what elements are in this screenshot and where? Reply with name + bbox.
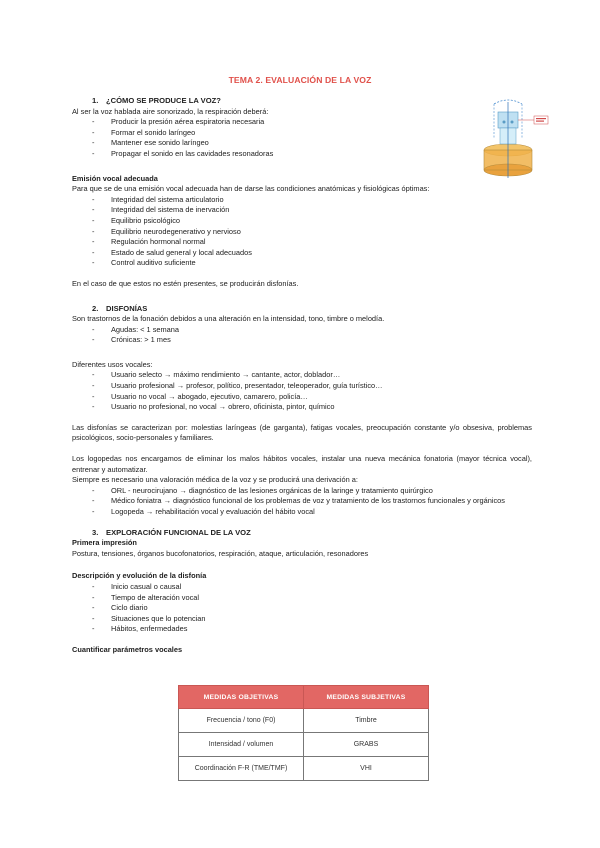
section-1-closing: En el caso de que estos no estén presentes, se producirán disfonías. [72,278,299,288]
table-header-objective: MEDIDAS OBJETIVAS [179,686,304,709]
document-body [72,96,532,656]
list-item: - Hábitos, enfermedades [92,624,532,635]
list-item: - Equilibrio psicológico [92,216,532,227]
list-item: - ORL - neurocirujano → diagnóstico de las lesiones orgánicas de la laringe y tratamiento quirúrgico [92,486,532,497]
table-row [179,757,429,781]
logopedas-paragraph: Los logopedas nos encargamos de eliminar los malos hábitos vocales, instalar una nueva mecánica fonatoria (mayor técnica vocal), entrenar y automatizar. [72,454,532,474]
section-2-heading [72,304,532,315]
list-item: - Crónicas: > 1 mes [92,335,532,346]
list-item: - Usuario selecto → máximo rendimiento → cantante, actor, doblador… [92,370,532,381]
cuantificar-title: Cuantificar parámetros vocales [72,644,183,654]
section-3-heading [72,528,532,539]
section-1-number: 1. [92,96,99,105]
page-title: TEMA 2. EVALUACIÓN DE LA VOZ [228,75,372,85]
list-item: - Mantener ese sonido laríngeo [92,138,532,149]
list-item: - Propagar el sonido en las cavidades resonadoras [92,149,532,160]
primera-impresion-text: Postura, tensiones, órganos bucofonatorios, respiración, ataque, articulación, resonadores [72,548,369,558]
list-item: - Control auditivo suficiente [92,258,532,269]
table-cell: Coordinación F-R (TME/TMF) [179,757,304,781]
table-cell: Timbre [304,709,429,733]
list-item: - Situaciones que lo potencian [92,614,532,625]
disfonias-caracteristicas: Las disfonías se caracterizan por: molestias laríngeas (de garganta), fatigas vocales, preocupación constante y/o obsesiva, problemas psicológicos, socio-personales y familiares. [72,422,532,443]
descripcion-list [72,582,532,635]
emision-intro: Para que se de una emisión vocal adecuada han de darse las condiciones anatómicas y fisiológicas óptimas: [72,184,430,194]
list-item: - Integridad del sistema de inervación [92,205,532,216]
table-cell: Intensidad / volumen [179,733,304,757]
section-1-heading [72,96,532,107]
list-item: - Médico foniatra → diagnóstico funcional de los problemas de voz y tratamiento de los trastornos funcionales y orgánicos [92,496,532,507]
section-2-title: DISFONÍAS [106,303,148,313]
section-1-intro: Al ser la voz hablada aire sonorizado, la respiración deberá: [72,106,269,116]
section-1-title: ¿CÓMO SE PRODUCE LA VOZ? [106,96,221,105]
emision-list [72,195,532,269]
respiration-list [72,117,532,159]
list-item: - Agudas: < 1 semana [92,325,532,336]
table-cell: Frecuencia / tono (F0) [179,709,304,733]
usos-list [72,370,532,412]
usos-intro: Diferentes usos vocales: [72,359,153,369]
list-item: - Estado de salud general y local adecuados [92,248,532,259]
list-item: - Integridad del sistema articulatorio [92,195,532,206]
valoracion-paragraph: Siempre es necesario una valoración médica de la voz y se producirá una derivación a: [72,475,358,485]
list-item: - Formar el sonido laríngeo [92,128,532,139]
list-item: - Logopeda → rehabilitación vocal y evaluación del hábito vocal [92,507,532,518]
list-item: - Usuario no profesional, no vocal → obrero, oficinista, pintor, químico [92,402,532,413]
measurements-table [178,685,429,781]
list-item: - Inicio casual o causal [92,582,532,593]
table-row [179,709,429,733]
list-item: - Producir la presión aérea espiratoria necesaria [92,117,532,128]
table-cell: VHI [304,757,429,781]
list-item: - Equilibrio neurodegenerativo y nervioso [92,227,532,238]
list-item: - Ciclo diario [92,603,532,614]
table-header-subjective: MEDIDAS SUBJETIVAS [304,686,429,709]
section-3-title: EXPLORACIÓN FUNCIONAL DE LA VOZ [106,527,251,537]
table-row [179,733,429,757]
emision-title: Emisión vocal adecuada [72,173,158,183]
list-item: - Usuario no vocal → abogado, ejecutivo, camarero, policía… [92,392,532,403]
descripcion-title: Descripción y evolución de la disfonía [72,571,207,581]
primera-impresion-title: Primera impresión [72,538,137,548]
section-2-number: 2. [92,303,99,313]
derivacion-list [72,486,532,518]
list-item: - Tiempo de alteración vocal [92,593,532,604]
list-item: - Regulación hormonal normal [92,237,532,248]
section-2-intro: Son trastornos de la fonación debidos a una alteración en la intensidad, tono, timbre o melodía. [72,314,385,324]
duration-list [72,325,532,346]
section-3-number: 3. [92,527,99,537]
list-item: - Usuario profesional → profesor, político, presentador, teleoperador, guía turístico… [92,381,532,392]
table-cell: GRABS [304,733,429,757]
